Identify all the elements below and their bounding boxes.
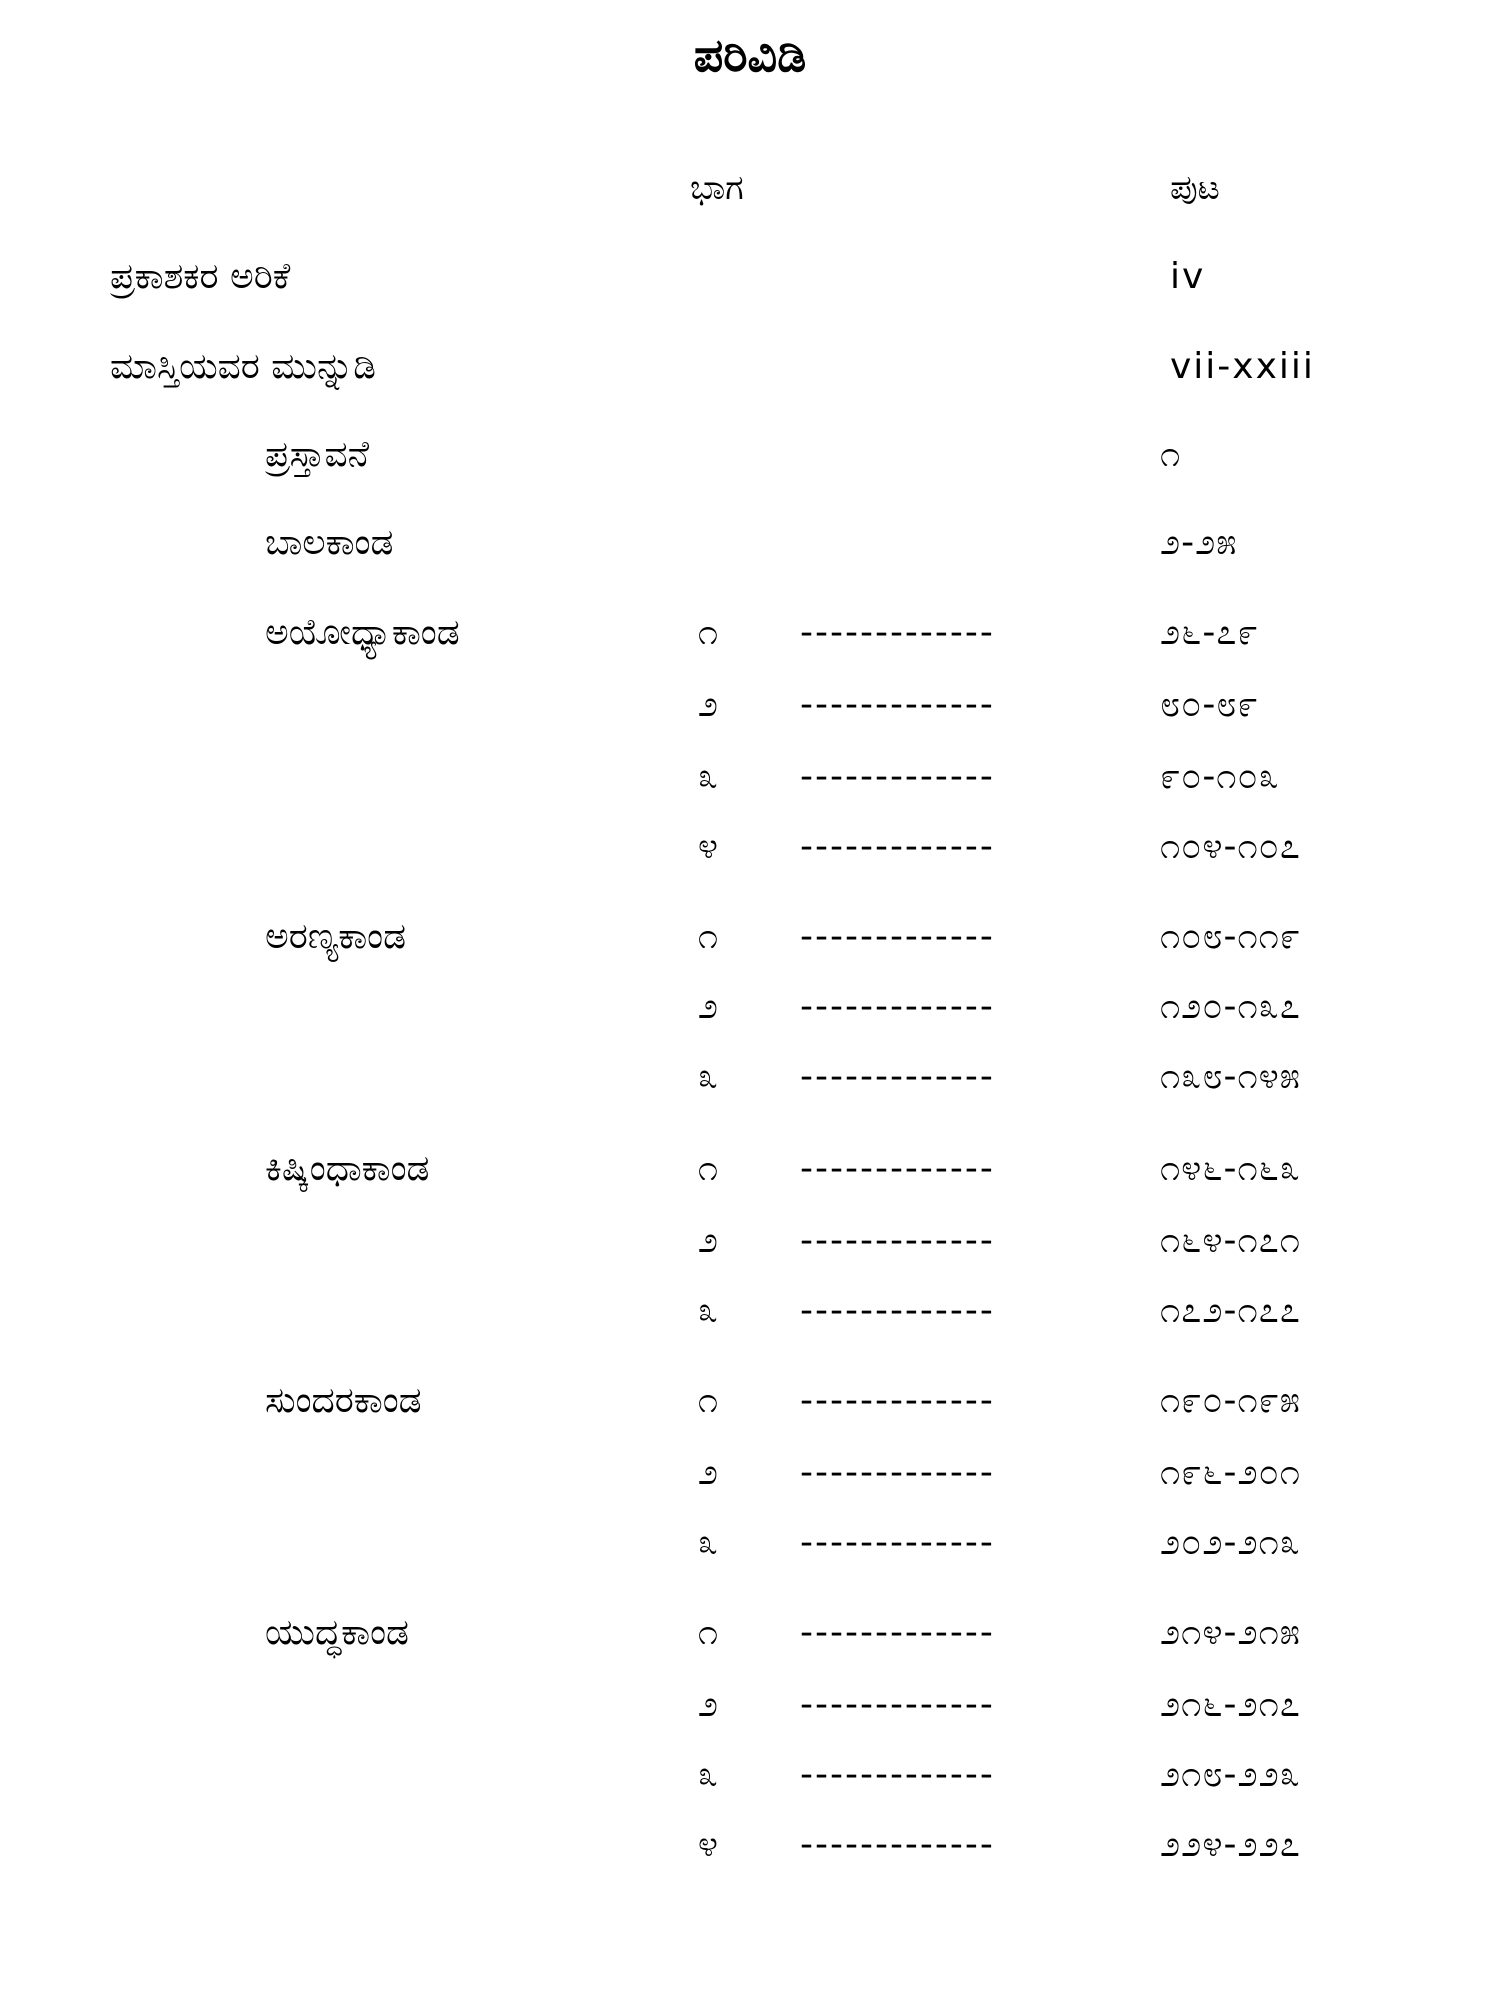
dash-leader: ------------- — [800, 1290, 995, 1331]
section-name: ಕಿಷ್ಕಿಂಧಾಕಾಂಡ — [265, 1148, 430, 1189]
contents-row — [0, 908, 1500, 966]
contents-row — [0, 1444, 1500, 1502]
page-range: ೧೯೦-೧೯೫ — [1160, 1380, 1301, 1421]
contents-row — [0, 1816, 1500, 1874]
contents-row — [0, 1212, 1500, 1270]
dash-leader: ------------- — [800, 1380, 995, 1421]
part-number: ೩ — [697, 1056, 719, 1097]
column-header-part: ಭಾಗ — [690, 168, 744, 208]
dash-leader: ------------- — [800, 826, 995, 867]
part-number: ೧ — [697, 612, 719, 653]
part-number: ೩ — [697, 756, 719, 797]
front-matter-label: ಪ್ರಕಾಶಕರ ಅರಿಕೆ — [110, 256, 291, 297]
part-number: ೩ — [697, 1522, 719, 1563]
dash-leader: ------------- — [800, 1824, 995, 1865]
contents-row — [0, 604, 1500, 662]
dash-leader: ------------- — [800, 1056, 995, 1097]
page-range: ೧೭೨-೧೭೭ — [1160, 1290, 1301, 1331]
page-range: ೧೯೬-೨೦೧ — [1160, 1452, 1301, 1493]
dash-leader: ------------- — [800, 1754, 995, 1795]
contents-row — [0, 818, 1500, 876]
page-range: ೧೨೦-೧೩೭ — [1160, 986, 1301, 1027]
section-name: ಪ್ರಸ್ತಾವನೆ — [265, 434, 370, 475]
contents-row — [0, 426, 1500, 484]
page-range: ೨೬-೭೯ — [1160, 612, 1259, 653]
contents-row — [0, 1048, 1500, 1106]
dash-leader: ------------- — [800, 1684, 995, 1725]
contents-row — [0, 1746, 1500, 1804]
page-range: ೧೪೬-೧೬೩ — [1160, 1148, 1301, 1189]
contents-row — [0, 748, 1500, 806]
part-number: ೨ — [697, 986, 719, 1027]
front-matter-page: vii-xxiii — [1170, 346, 1315, 387]
section-name: ಅಯೋಧ್ಯಾಕಾಂಡ — [265, 612, 460, 653]
dash-leader: ------------- — [800, 1220, 995, 1261]
part-number: ೧ — [697, 1380, 719, 1421]
dash-leader: ------------- — [800, 1452, 995, 1493]
page-range: ೧ — [1160, 434, 1182, 475]
contents-row — [0, 1372, 1500, 1430]
front-matter-row — [110, 337, 1410, 397]
contents-row — [0, 1140, 1500, 1198]
page-range: ೨೧೪-೨೧೫ — [1160, 1612, 1301, 1653]
dash-leader: ------------- — [800, 1612, 995, 1653]
page-range: ೧೬೪-೧೭೧ — [1160, 1220, 1301, 1261]
page-range: ೧೦೪-೧೦೭ — [1160, 826, 1301, 867]
page-range: ೨೨೪-೨೨೭ — [1160, 1824, 1301, 1865]
front-matter-label: ಮಾಸ್ತಿಯವರ ಮುನ್ನುಡಿ — [110, 346, 376, 387]
section-name: ಬಾಲಕಾಂಡ — [265, 522, 394, 563]
contents-row — [0, 1676, 1500, 1734]
section-name: ಅರಣ್ಯಕಾಂಡ — [265, 916, 407, 957]
part-number: ೪ — [697, 826, 719, 867]
contents-row — [0, 1282, 1500, 1340]
dash-leader: ------------- — [800, 756, 995, 797]
section-name: ಯುದ್ಧಕಾಂಡ — [265, 1612, 409, 1653]
dash-leader: ------------- — [800, 1148, 995, 1189]
page-range: ೨-೨೫ — [1160, 522, 1238, 563]
part-number: ೩ — [697, 1754, 719, 1795]
part-number: ೧ — [697, 1148, 719, 1189]
contents-row — [0, 514, 1500, 572]
part-number: ೧ — [697, 1612, 719, 1653]
front-matter-page: iv — [1170, 256, 1206, 297]
section-name: ಸುಂದರಕಾಂಡ — [265, 1380, 422, 1421]
page-range: ೨೧೬-೨೧೭ — [1160, 1684, 1301, 1725]
page-title: ಪರಿವಿಡಿ — [693, 28, 807, 82]
page-range: ೨೧೮-೨೨೩ — [1160, 1754, 1301, 1795]
dash-leader: ------------- — [800, 916, 995, 957]
dash-leader: ------------- — [800, 684, 995, 725]
page-range: ೨೦೨-೨೧೩ — [1160, 1522, 1301, 1563]
dash-leader: ------------- — [800, 986, 995, 1027]
page-range: ೮೦-೮೯ — [1160, 684, 1259, 725]
part-number: ೨ — [697, 1220, 719, 1261]
contents-row — [0, 1514, 1500, 1572]
front-matter-row — [110, 247, 1410, 307]
part-number: ೪ — [697, 1824, 719, 1865]
dash-leader: ------------- — [800, 1522, 995, 1563]
part-number: ೧ — [697, 916, 719, 957]
contents-row — [0, 676, 1500, 734]
dash-leader: ------------- — [800, 612, 995, 653]
contents-row — [0, 978, 1500, 1036]
page-range: ೧೩೮-೧೪೫ — [1160, 1056, 1301, 1097]
part-number: ೨ — [697, 1452, 719, 1493]
part-number: ೩ — [697, 1290, 719, 1331]
column-header-page: ಪುಟ — [1170, 168, 1220, 208]
part-number: ೨ — [697, 1684, 719, 1725]
page-range: ೯೦-೧೦೩ — [1160, 756, 1280, 797]
contents-row — [0, 1604, 1500, 1662]
page-range: ೧೦೮-೧೧೯ — [1160, 916, 1301, 957]
part-number: ೨ — [697, 684, 719, 725]
